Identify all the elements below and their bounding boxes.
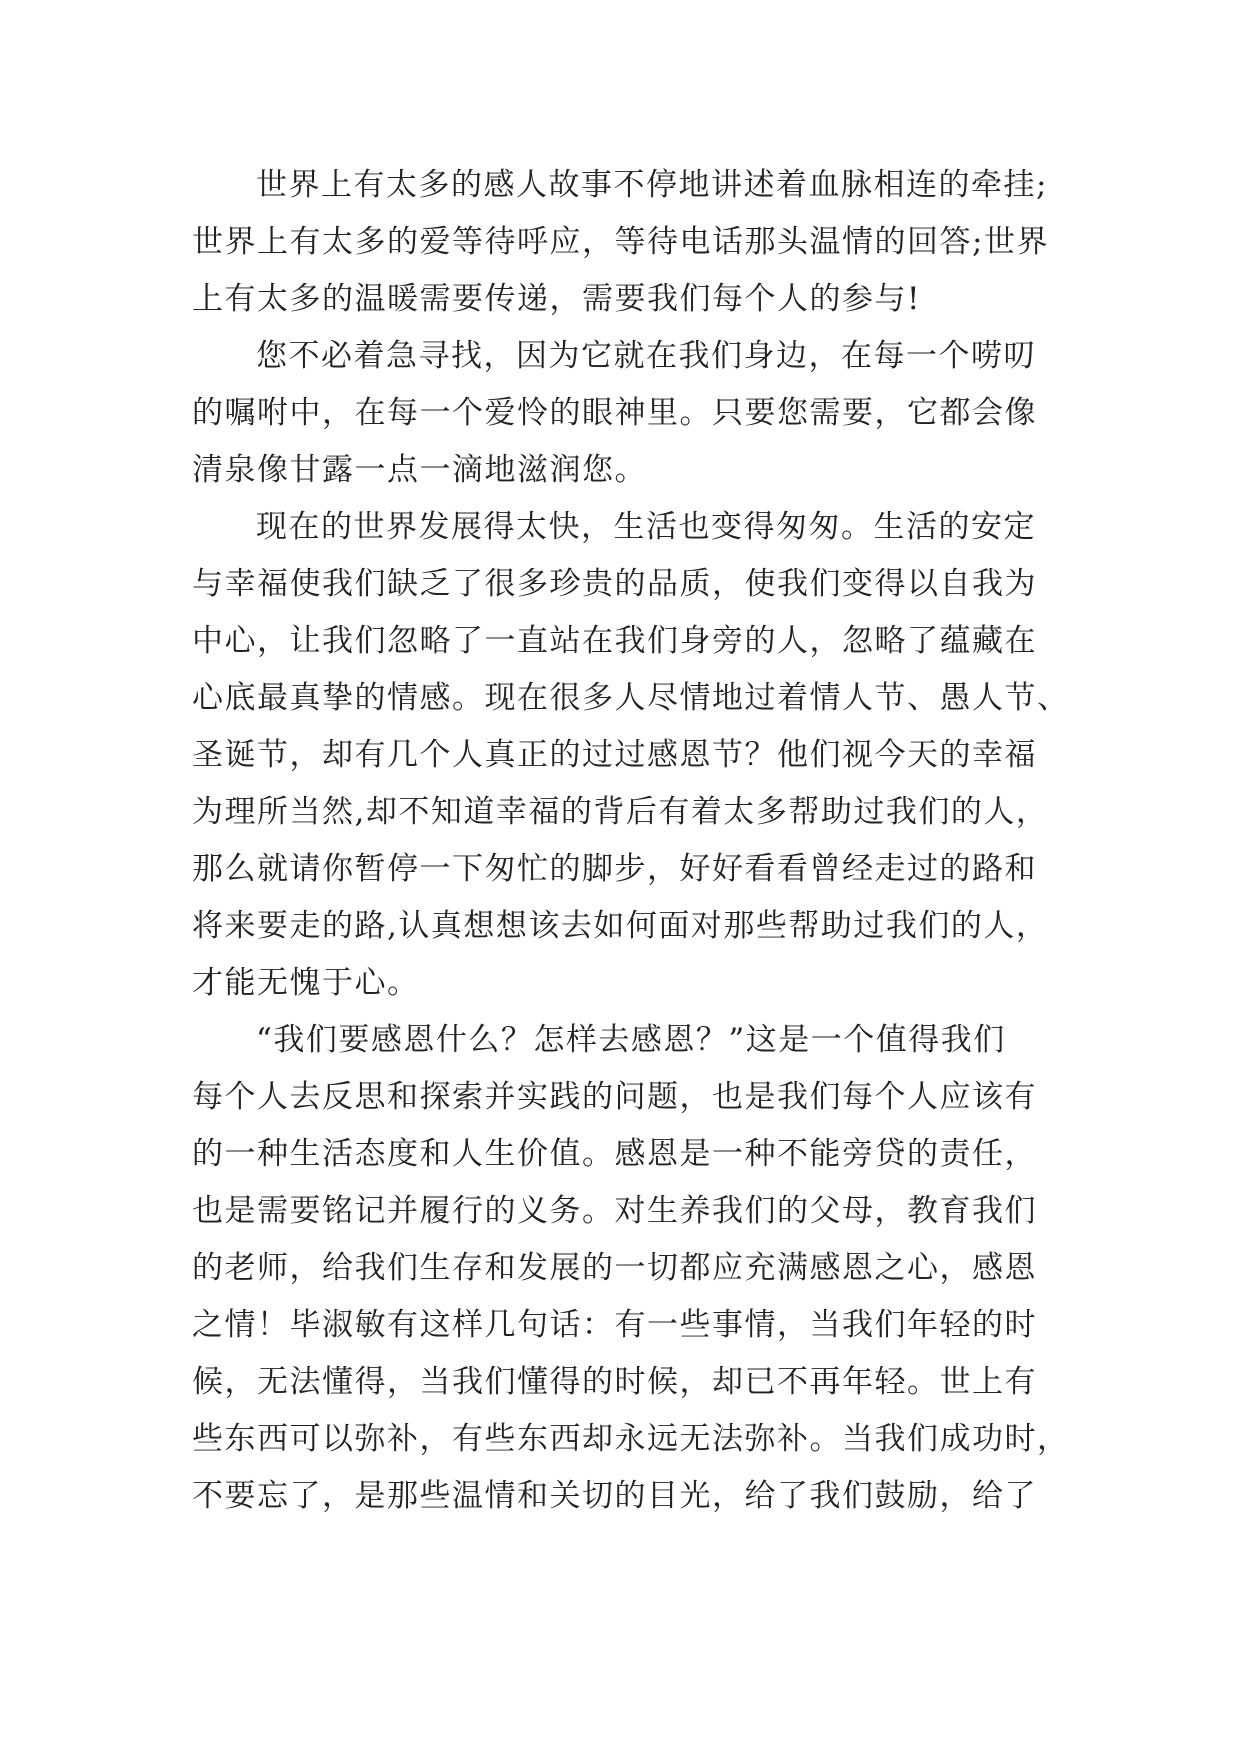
paragraph-line: 才能无愧于心。 <box>192 965 420 1001</box>
paragraph-line: 心底最真挚的情感。现在很多人尽情地过着情人节、愚人节、 <box>192 680 1070 716</box>
paragraph-line: 也是需要铭记并履行的义务。对生养我们的父母，教育我们 <box>192 1193 1037 1229</box>
paragraph-line: 些东西可以弥补，有些东西却永远无法弥补。当我们成功时， <box>192 1421 1070 1457</box>
paragraph-line: 候，无法懂得，当我们懂得的时候，却已不再年轻。世上有 <box>192 1364 1037 1400</box>
paragraph <box>192 157 1052 328</box>
paragraph-line: 世界上有太多的爱等待呼应，等待电话那头温情的回答;世界 <box>192 224 1049 260</box>
paragraph-line: 您不必着急寻找，因为它就在我们身边，在每一个唠叨 <box>256 338 1036 374</box>
paragraph-line: 世界上有太多的感人故事不停地讲述着血脉相连的牵挂; <box>256 167 1048 203</box>
paragraph-line: 那么就请你暂停一下匆忙的脚步，好好看看曾经走过的路和 <box>192 851 1037 887</box>
paragraph-line: 的嘱咐中，在每一个爱怜的眼神里。只要您需要，它都会像 <box>192 395 1037 431</box>
paragraph-line: 每个人去反思和探索并实践的问题，也是我们每个人应该有 <box>192 1079 1037 1115</box>
paragraph <box>192 328 1052 499</box>
paragraph-line: 与幸福使我们缺乏了很多珍贵的品质，使我们变得以自我为 <box>192 566 1037 602</box>
paragraph-line: 清泉像甘露一点一滴地滋润您。 <box>192 452 647 488</box>
paragraph-line: 中心，让我们忽略了一直站在我们身旁的人，忽略了蕴藏在 <box>192 623 1037 659</box>
paragraph-line: 上有太多的温暖需要传递，需要我们每个人的参与! <box>192 281 921 317</box>
paragraph <box>192 1012 1070 1525</box>
paragraph-line: 将来要走的路,认真想想该去如何面对那些帮助过我们的人， <box>192 908 1049 944</box>
document-body <box>192 157 1070 1525</box>
paragraph-line: 之情！毕淑敏有这样几句话：有一些事情，当我们年轻的时 <box>192 1307 1037 1343</box>
paragraph-line: 不要忘了，是那些温情和关切的目光，给了我们鼓励，给了 <box>192 1478 1037 1514</box>
paragraph-line: 的一种生活态度和人生价值。感恩是一种不能旁贷的责任， <box>192 1136 1037 1172</box>
paragraph-line: 圣诞节，却有几个人真正的过过感恩节？他们视今天的幸福 <box>192 737 1037 773</box>
paragraph <box>192 499 1070 1012</box>
paragraph-line: 为理所当然,却不知道幸福的背后有着太多帮助过我们的人， <box>192 794 1049 830</box>
paragraph-line: 现在的世界发展得太快，生活也变得匆匆。生活的安定 <box>256 509 1036 545</box>
paragraph-line: “我们要感恩什么？怎样去感恩？”这是一个值得我们 <box>256 1022 1006 1058</box>
paragraph-line: 的老师，给我们生存和发展的一切都应充满感恩之心，感恩 <box>192 1250 1037 1286</box>
